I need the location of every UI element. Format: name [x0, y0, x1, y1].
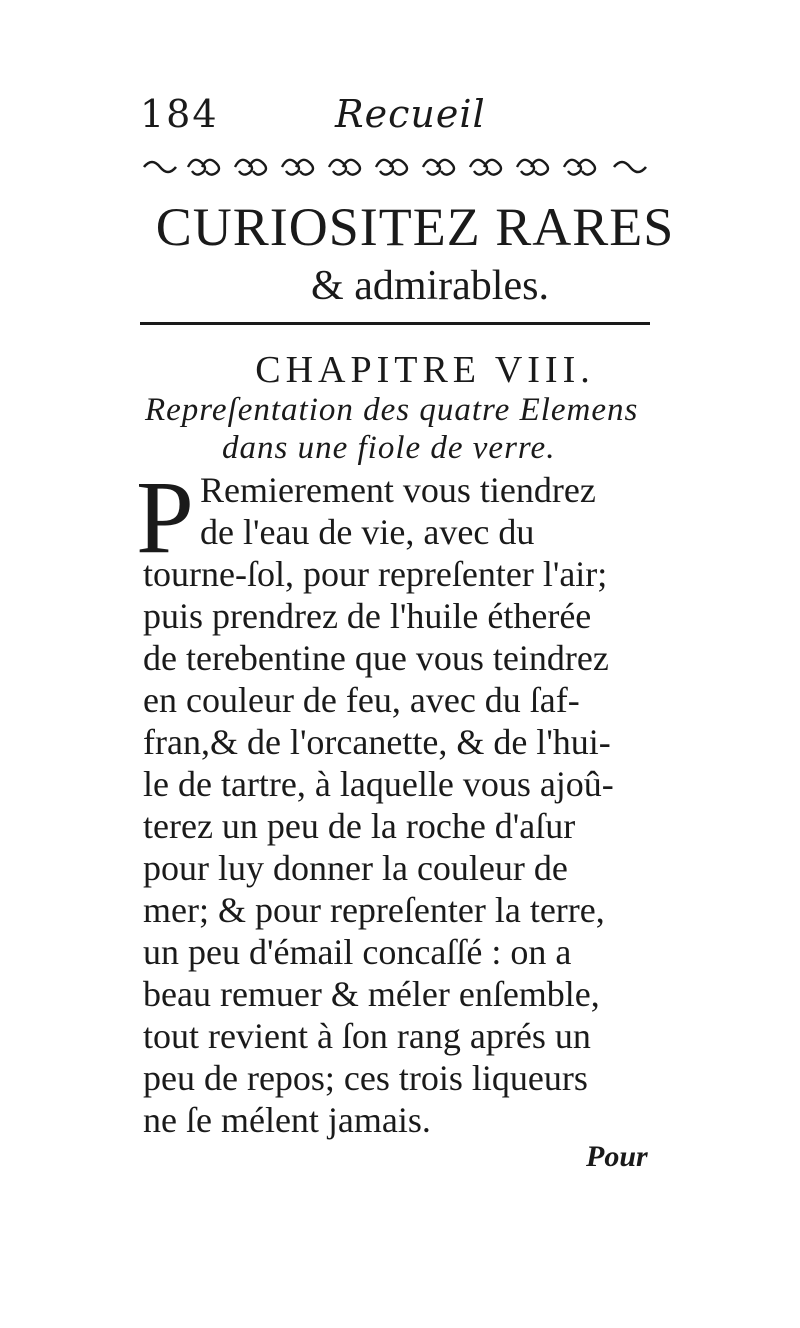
body-line: de l'eau de vie, avec du: [200, 512, 535, 552]
body-line: de terebentine que vous teindrez: [143, 638, 609, 678]
title-line-1: CURIOSITEZ RARES: [155, 197, 675, 257]
chapter-heading: CHAPITRE VIII.: [255, 349, 595, 391]
body-line: pour luy donner la couleur de: [143, 848, 568, 888]
running-head: Recueil: [335, 92, 486, 136]
drop-cap: P: [136, 460, 194, 575]
body-line: beau remuer & méler enſemble,: [143, 974, 600, 1014]
title-line-2: & admirables.: [311, 263, 549, 309]
body-line: terez un peu de la roche d'aſur: [143, 806, 576, 846]
chapter-subtitle-line-2: dans une fiole de verre.: [222, 430, 556, 466]
body-line: tourne-ſol, pour repreſenter l'air;: [143, 554, 608, 594]
body-line: peu de repos; ces trois liqueurs: [143, 1058, 588, 1098]
body-line: ne ſe mélent jamais.: [143, 1100, 431, 1140]
page-number: 184: [140, 92, 219, 136]
chapter-subtitle-line-1: Repreſentation des quatre Elemens: [145, 392, 639, 428]
body-line: tout revient à ſon rang aprés un: [143, 1016, 591, 1056]
body-line: en couleur de feu, avec du ſaf-: [143, 680, 580, 720]
body-line: fran,& de l'orcanette, & de l'hui-: [143, 722, 611, 762]
body-line: le de tartre, à laquelle vous ajoû-: [143, 764, 614, 804]
body-line: mer; & pour repreſenter la terre,: [143, 890, 605, 930]
body-line: puis prendrez de l'huile étherée: [143, 596, 592, 636]
body-line: Remierement vous tiendrez: [200, 470, 596, 510]
body-line: un peu d'émail concaſſé : on a: [143, 932, 572, 972]
catchword: Pour: [586, 1140, 648, 1173]
horizontal-rule: [140, 322, 650, 325]
ornament-band-icon: [140, 150, 650, 184]
